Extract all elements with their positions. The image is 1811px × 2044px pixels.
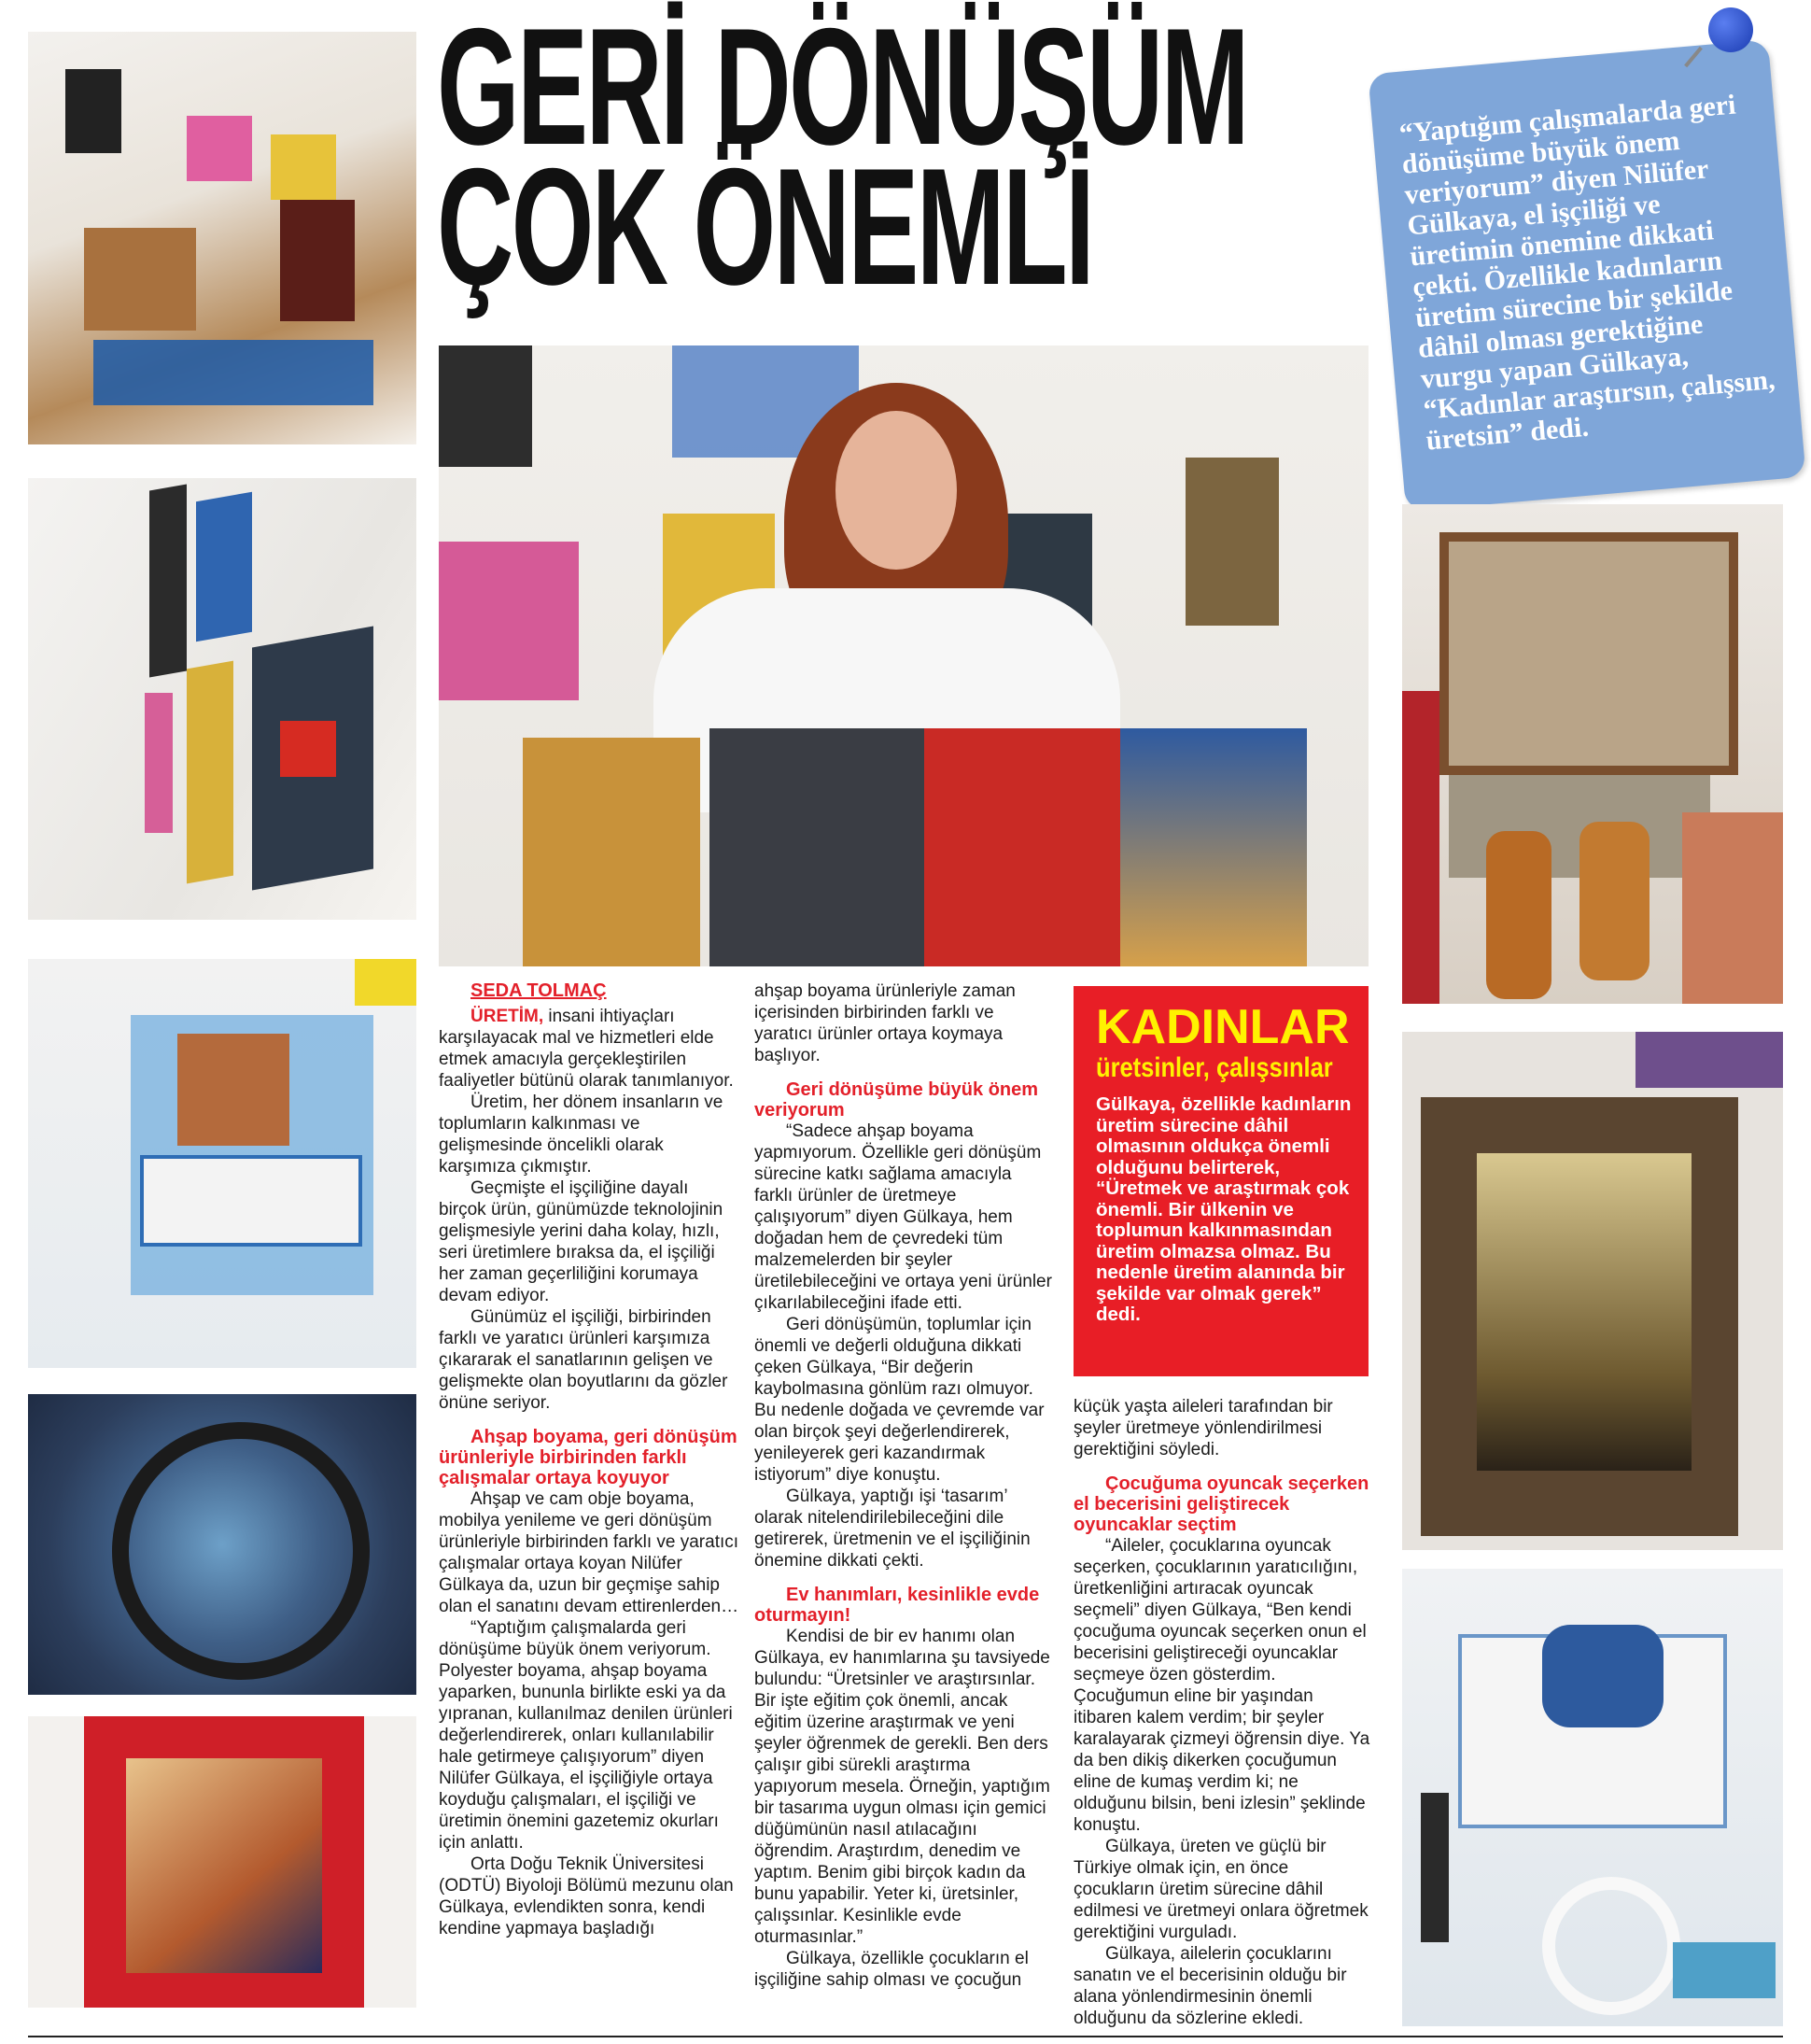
paragraph: Üretim, her dönem insanların ve toplumların kalkınması ve gelişmesinde öncelikli olarak karşımıza çıkmıştır. bbox=[439, 1092, 723, 1177]
highlight-box-kadinlar bbox=[1074, 986, 1369, 1376]
paragraph: Kendisi de bir ev hanımı olan Gülkaya, ev hanımlarına şu tavsiyede bulundu: “Üretsinler ve araştırsınlar. Bir işte eğitim çok önemli, ancak eğitim üzerine araştırmak ve yeni şeyler öğrenmek de gerekli. Ben ders çalışır gibi sürekli araştırma yapıyorum mesela. Örneğin, yaptığım bir tasarıma uygun olması için gemici düğümünün nasıl atılacağını öğrendim. Araştırdım, denedim ve yaptım. Benim gibi birçok kadın da bunu yapabilir. Yeter ki, üretsinler, çalışsınlar. Kesinlikle evde oturmasınlar.” bbox=[754, 1627, 1050, 1947]
headline-line-1: GERİ DÖNÜŞÜM bbox=[437, 0, 1248, 179]
photo-mermaid-mirror bbox=[28, 1394, 416, 1695]
paragraph: Gülkaya, yaptığı işi ‘tasarım’ olarak nitelendirilebileceğini dile getirerek, üretmenin ve el işçiliğinin önemine dikkati çekti. bbox=[754, 1487, 1031, 1571]
paragraph: Gülkaya, özellikle çocukların el işçiliğine sahip olması ve çocuğun bbox=[754, 1949, 1029, 1990]
paragraph-text: insani ihtiyaçları karşılayacak mal ve hizmetleri elde etmek amacıyla gerçekleştirilen faaliyetler bütünü olarak tanımlanıyor. bbox=[439, 1007, 734, 1091]
subheading: Ahşap boyama, geri dönüşüm ürünleriyle birbirinden farklı çalışmalar ortaya koyuyor bbox=[439, 1427, 737, 1488]
pushpin-icon bbox=[1708, 7, 1753, 52]
paragraph: ahşap boyama ürünleriyle zaman içerisinden birbirinden farklı ve yaratıcı ürünler ortaya koymaya başlıyor. bbox=[754, 981, 1016, 1065]
paragraph: Günümüz el işçiliği, birbirinden farklı ve yaratıcı ürünleri karşımıza çıkararak el sanatlarının gelişen ve gelişmekte olan boyutlarını da gözler önüne seriyor. bbox=[439, 1307, 728, 1413]
paragraph: Gülkaya, üreten ve güçlü bir Türkiye olmak için, en önce çocukların üretim sürecine dâhil edilmesi ve üretmeyi onlara öğretmek gerektiğini vurguladı. bbox=[1074, 1837, 1369, 1942]
photo-ship-book-box bbox=[1402, 1032, 1783, 1550]
photo-decorated-boxes bbox=[28, 32, 416, 444]
headline bbox=[437, 0, 1370, 319]
subheading: Geri dönüşüme büyük önem veriyorum bbox=[754, 1079, 1039, 1121]
article-column-2 bbox=[754, 980, 1055, 1991]
highlight-box-title: KADINLAR bbox=[1096, 1000, 1350, 1054]
paragraph: “Yaptığım çalışmalarda geri dönüşüme büyük önem veriyorum. Polyester boyama, ahşap boyama yaparken, bununla birlikte eski ya da yıpranan, kullanılmaz denilen ürünleri değerlendirerek, onları kullanılabilir hale getirmeye çalışıyorum” diyen Nilüfer Gülkaya, el işçiliğiyle ortaya koyduğu çalışmaları, el işçiliği ve üretimin önemini gazetemiz okurları için anlattı. bbox=[439, 1618, 733, 1853]
highlight-box-subtitle: üretsinler, çalışsınlar bbox=[1096, 1052, 1333, 1083]
main-photo-artist-with-boxes bbox=[439, 345, 1369, 966]
photo-wall-paintings bbox=[28, 478, 416, 920]
pull-quote-text: “Yaptığım çalışmalarda geri dönüşüme büyük önem veriyorum” diyen Nilüfer Gülkaya, el işçiliği ve üretimin önemine dikkati çekti. Özellikle kadınların üretim sürecine bir şekilde dâhil olması gerektiğine vurgu yapan Gülkaya, “Kadınlar araştırsın, çalışsın, üretsin” dedi. bbox=[1397, 89, 1776, 457]
lead-word: ÜRETİM, bbox=[470, 1007, 544, 1026]
paragraph: Orta Doğu Teknik Üniversitesi (ODTÜ) Biyoloji Bölümü mezunu olan Gülkaya, evlendikten sonra, kendi kendine yapmaya başladığı bbox=[439, 1854, 734, 1938]
paragraph: “Aileler, çocuklarına oyuncak seçerken, çocuklarının yaratıcılığını, üretkenliğini artıracak oyuncak seçmeli” diyen Gülkaya, “Ben kendi çocuğuma oyuncak seçerken onun el becerisini geliştireceği oyuncaklar seçmeye özen gösterdim. Çocuğumun eline bir yaşından itibaren kalem verdim; bir şeyler karalayarak çizmeyi öğrensin diye. Ya da ben dikiş dikerken çocuğumun eline de kumaş verdim ki; ne olduğunu bilsin, beni izlesin” şeklinde konuştu. bbox=[1074, 1536, 1370, 1835]
paragraph: Geri dönüşümün, toplumlar için önemli ve değerli olduğuna dikkati çeken Gülkaya, “Bir değerin kaybolmasına gönlüm razı olmuyor. Bu nedenle doğada ve çevremde var olan birçok şeyi değerlendirerek, yenileyerek geri kazandırmak istiyorum” diye konuştu. bbox=[754, 1315, 1045, 1485]
byline: SEDA TOLMAÇ bbox=[470, 980, 607, 1001]
photo-geisha-frame bbox=[28, 1716, 416, 2008]
photo-sail-box bbox=[28, 959, 416, 1368]
pull-quote-box bbox=[1368, 39, 1805, 512]
headline-line-2: ÇOK ÖNEMLİ bbox=[437, 134, 1093, 319]
paragraph: küçük yaşta aileleri tarafından bir şeyler üretmeye yönlendirilmesi gerektiğini söyledi. bbox=[1074, 1397, 1333, 1459]
paragraph bbox=[439, 1006, 739, 1092]
bottom-divider bbox=[28, 2036, 1783, 2037]
paragraph: Ahşap ve cam obje boyama, mobilya yenileme ve geri dönüşüm ürünleriyle birbirinden farklı ve yaratıcı çalışmalar ortaya koyan Nilüfer Gülkaya da, uzun bir geçmişe sahip olan el sanatını devam ettirenlerden… bbox=[439, 1489, 739, 1616]
paragraph: Gülkaya, ailelerin çocuklarını sanatın ve el becerisinin olduğu bir alana yönlendirmesinin önemli olduğunu da sözlerine ekledi. bbox=[1074, 1944, 1347, 2028]
article-column-1 bbox=[439, 980, 739, 1939]
subheading: Çocuğuma oyuncak seçerken el becerisini geliştirecek oyuncaklar seçtim bbox=[1074, 1473, 1369, 1535]
paragraph: “Sadece ahşap boyama yapmıyorum. Özellikle geri dönüşüm sürecine katkı sağlama amacıyla farklı ürünler de üretmeye çalışıyorum” diyen Gülkaya, hem doğadan hem de çevredeki tüm malzemelerden bir şeyler üretilebileceğini ve ortaya yeni ürünler çıkarılabileceğini ifade etti. bbox=[754, 1121, 1052, 1313]
paragraph: Geçmişte el işçiliğine dayalı birçok ürün, günümüzde teknolojinin gelişmesiyle yerini daha kolay, hızlı, seri üretimlere bıraksa da, el işçiliği her zaman geçerliliğini korumaya devam ediyor. bbox=[439, 1178, 723, 1305]
article-column-3 bbox=[1074, 1396, 1374, 2029]
photo-blue-white-box bbox=[1402, 1569, 1783, 2026]
photo-vintage-car-box bbox=[1402, 504, 1783, 1004]
subheading: Ev hanımları, kesinlikle evde oturmayın! bbox=[754, 1585, 1040, 1626]
highlight-box-text: Gülkaya, özellikle kadınların üretim sürecine dâhil olmasının oldukça önemli olduğunu belirterek, “Üretmek ve araştırmak çok önemli. Bir ülkenin ve toplumun kalkınmasından üretim olmazsa olmaz. Bu nedenle üretim alanında bir şekilde var olmak gerek” dedi. bbox=[1096, 1093, 1352, 1325]
